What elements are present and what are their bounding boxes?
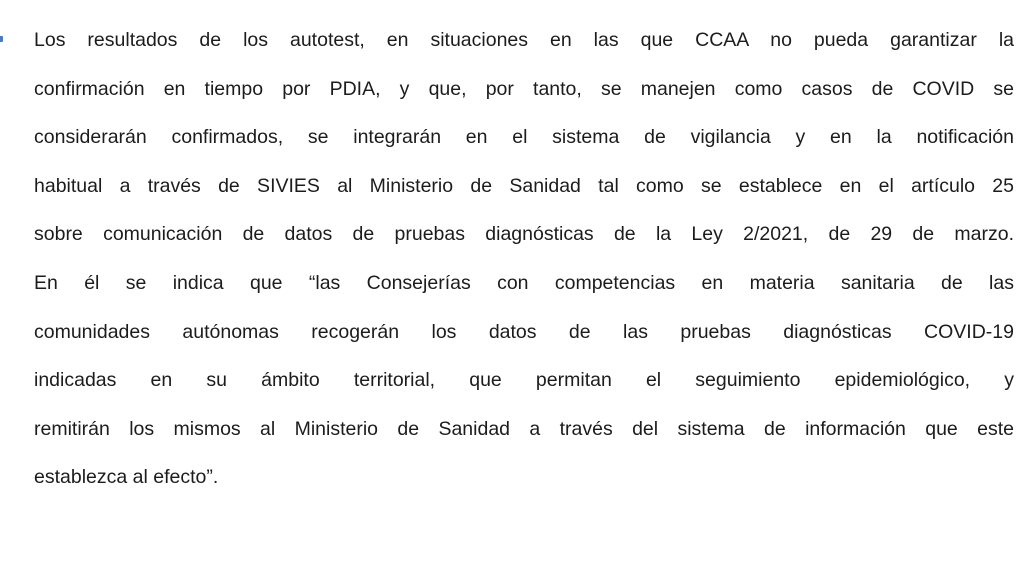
paragraph-line: confirmación en tiempo por PDIA, y que, por tanto, se manejen como casos de COVID se [34,77,1014,100]
paragraph-line: considerarán confirmados, se integrarán en el sistema de vigilancia y en la notificación [34,126,1014,149]
paragraph-line: Los resultados de los autotest, en situaciones en las que CCAA no pueda garantizar la [34,29,1014,51]
paragraph-line: remitirán los mismos al Ministerio de Sanidad a través del sistema de información que este [34,417,1014,440]
paragraph-line: sobre comunicación de datos de pruebas diagnósticas de la Ley 2/2021, de 29 de marzo. [34,223,1014,246]
bullet-marker [0,36,3,42]
body-paragraph [34,20,1014,506]
paragraph-line: En él se indica que “las Consejerías con competencias en materia sanitaria de las [34,271,1014,294]
paragraph-line: comunidades autónomas recogerán los datos de las pruebas diagnósticas COVID-19 [34,320,1014,343]
paragraph-line: indicadas en su ámbito territorial, que permitan el seguimiento epidemiológico, y [34,369,1014,392]
paragraph-line: habitual a través de SIVIES al Ministerio de Sanidad tal como se establece en el artículo 25 [34,174,1014,197]
paragraph-line: establezca al efecto”. [34,466,219,489]
